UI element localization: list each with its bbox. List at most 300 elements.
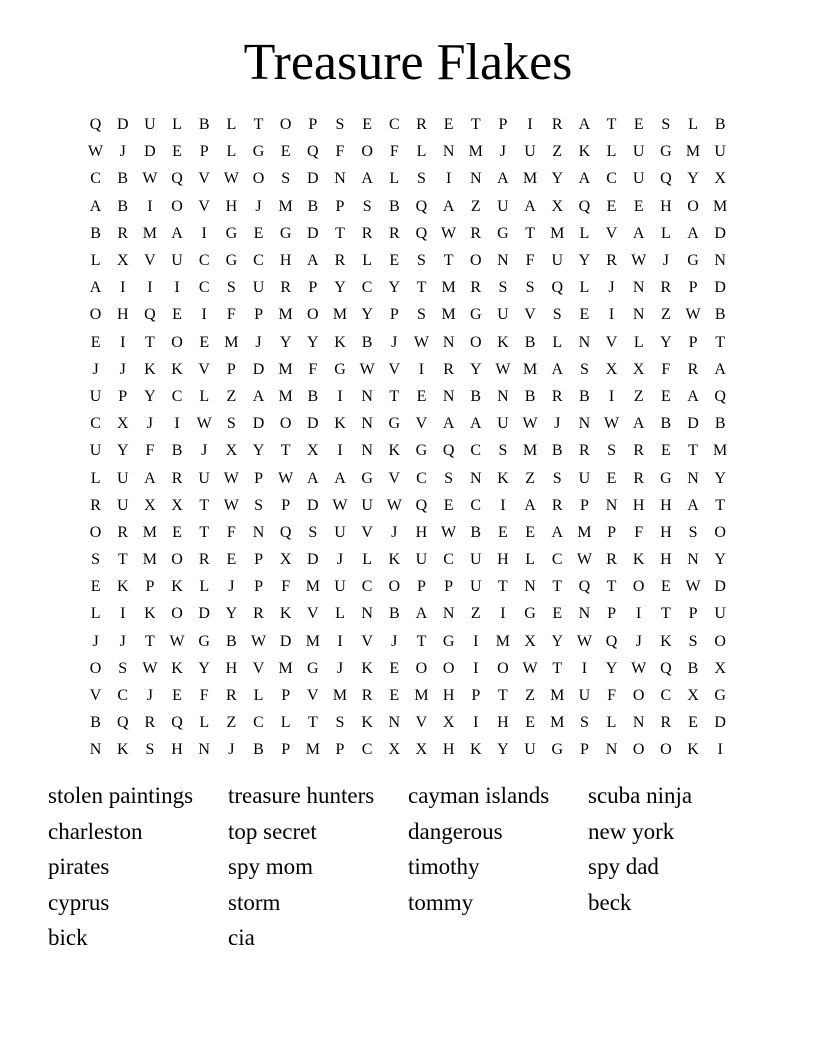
grid-letter: I [174,415,180,433]
grid-letter: C [90,170,101,188]
grid-row [82,247,734,274]
word-list-item: dangerous [408,818,503,844]
grid-letter: P [389,306,399,324]
grid-row [82,628,734,655]
grid-letter: B [90,224,101,242]
grid-letter: O [469,333,482,351]
grid-letter: X [171,496,183,514]
grid-letter: J [228,741,235,759]
grid-letter: W [603,415,620,433]
grid-letter: O [361,143,373,161]
grid-row [82,111,734,138]
grid-letter: B [117,170,129,188]
grid-letter: V [89,687,102,705]
grid-letter: C [90,415,101,433]
grid-letter: Y [687,170,699,188]
grid-letter: Y [307,333,319,351]
grid-letter: E [389,659,400,677]
grid-letter: N [252,523,265,541]
grid-letter: T [715,333,726,351]
grid-letter: I [337,387,343,405]
grid-letter: A [714,360,726,378]
grid-letter: B [253,741,264,759]
grid-letter: B [307,387,319,405]
grid-letter: T [199,496,210,514]
grid-letter: F [335,143,345,161]
grid-letter: L [362,252,373,270]
grid-letter: I [147,279,153,297]
grid-letter: J [146,415,153,433]
grid-letter: J [391,333,398,351]
grid-letter: R [171,469,183,487]
grid-letter: J [662,252,669,270]
grid-letter: K [116,741,129,759]
grid-letter: T [280,442,291,460]
grid-letter: J [336,659,344,677]
grid-letter: B [660,415,672,433]
grid-letter: L [199,578,210,596]
grid-letter: K [171,659,183,677]
grid-letter: Q [89,116,102,134]
grid-letter: K [687,741,699,759]
grid-letter: S [91,551,101,569]
grid-letter: R [280,279,291,297]
grid-letter: Q [578,578,591,596]
grid-letter: N [687,551,699,569]
grid-letter: K [388,551,401,569]
grid-letter: W [576,551,592,569]
word-list-item: timothy [408,854,480,879]
grid-letter: T [307,714,318,732]
grid-letter: T [145,333,155,351]
grid-letter: G [660,143,672,161]
grid-letter: U [171,252,183,270]
grid-letter: S [417,306,426,324]
grid-letter: L [90,252,101,270]
word-list-item: bick [48,925,88,950]
grid-letter: T [715,496,726,514]
grid-letter: L [579,224,590,242]
grid-letter: N [578,605,591,623]
page-title: Treasure Flakes [243,34,573,91]
grid-letter: P [498,116,508,134]
grid-letter: R [660,279,672,297]
grid-letter: C [470,496,482,514]
grid-letter: C [470,442,482,460]
grid-letter: C [361,279,373,297]
grid-letter: S [579,714,589,732]
grid-letter: N [632,306,645,324]
grid-letter: J [201,442,208,460]
grid-letter: N [361,442,373,460]
grid-letter: Z [633,387,644,405]
grid-letter: E [660,442,671,460]
grid-letter: B [388,197,400,215]
grid-letter: V [307,605,319,623]
grid-letter: M [685,143,701,161]
grid-letter: Y [144,387,156,405]
grid-letter: T [498,578,508,596]
grid-letter: H [497,714,509,732]
grid-letter: A [307,252,319,270]
grid-letter: F [308,360,318,378]
word-list-item: treasure hunters [228,783,375,808]
word-list-item: scuba ninja [588,783,693,808]
grid-letter: P [444,578,454,596]
grid-letter: U [497,306,509,324]
grid-letter: S [417,252,426,270]
grid-row [82,383,734,410]
grid-letter: C [606,170,617,188]
grid-letter: A [361,170,373,188]
grid-letter: O [89,523,102,541]
grid-row [82,329,734,356]
grid-letter: B [117,197,129,215]
grid-letter: L [525,551,535,569]
grid-letter: I [608,306,615,324]
word-list-item: top secret [228,818,317,844]
grid-letter: E [226,551,237,569]
grid-letter: G [714,687,726,705]
grid-letter: L [579,279,590,297]
grid-letter: V [388,469,401,487]
grid-letter: G [469,306,482,324]
grid-letter: N [89,741,102,759]
grid-letter: M [224,333,239,351]
grid-letter: M [550,687,565,705]
grid-letter: L [226,143,237,161]
grid-letter: B [714,415,726,433]
grid-letter: Y [361,306,373,324]
grid-letter: F [226,523,236,541]
grid-letter: U [116,469,129,487]
grid-letter: E [389,687,400,705]
grid-letter: M [713,442,728,460]
grid-letter: H [415,523,428,541]
grid-letter: E [633,116,644,134]
grid-letter: R [633,469,645,487]
grid-letter: N [497,387,509,405]
grid-letter: S [688,632,698,650]
grid-letter: E [579,306,590,324]
grid-letter: A [578,170,591,188]
grid-letter: P [688,279,698,297]
grid-letter: P [281,496,291,514]
grid-letter: K [469,741,482,759]
grid-letter: K [578,143,591,161]
grid-letter: R [606,252,617,270]
grid-letter: K [361,659,373,677]
grid-letter: A [469,415,482,433]
grid-letter: O [632,578,645,596]
grid-letter: M [550,714,565,732]
grid-letter: O [469,252,482,270]
grid-letter: G [497,224,509,242]
word-list-item: spy dad [588,854,659,879]
grid-letter: P [308,279,318,297]
grid-letter: P [254,578,263,596]
grid-row [82,464,734,491]
grid-letter: O [279,116,292,134]
grid-letter: Z [525,687,535,705]
grid-letter: K [660,632,672,650]
grid-letter: W [413,333,429,351]
grid-letter: S [308,523,318,541]
grid-letter: X [225,442,238,460]
grid-letter: R [117,224,129,242]
grid-letter: U [469,551,482,569]
grid-letter: S [417,170,426,188]
grid-letter: O [660,741,672,759]
grid-letter: E [606,197,617,215]
grid-letter: X [714,170,726,188]
grid-letter: U [89,442,102,460]
grid-letter: T [335,224,345,242]
grid-letter: H [225,197,238,215]
grid-row [82,709,734,736]
grid-letter: O [171,197,183,215]
grid-letter: I [201,306,207,324]
grid-letter: V [198,360,210,378]
grid-letter: A [632,224,645,242]
grid-letter: N [632,714,645,732]
grid-letter: R [579,442,590,460]
grid-letter: D [144,143,156,161]
grid-letter: C [660,687,672,705]
grid-letter: P [281,741,291,759]
grid-letter: H [497,551,509,569]
grid-letter: J [146,687,153,705]
grid-letter: J [336,551,344,569]
grid-letter: U [334,523,346,541]
grid-letter: R [198,551,210,569]
grid-letter: K [497,333,509,351]
grid-letter: F [525,252,535,270]
grid-letter: E [443,496,454,514]
grid-letter: X [632,360,645,378]
grid-letter: H [171,741,183,759]
grid-letter: S [335,714,345,732]
grid-letter: C [198,252,210,270]
grid-letter: R [470,279,482,297]
grid-letter: I [120,333,126,351]
grid-letter: T [443,252,454,270]
grid-letter: H [442,687,455,705]
grid-letter: U [198,469,210,487]
grid-letter: A [551,523,564,541]
grid-letter: Q [551,279,564,297]
grid-letter: Y [714,551,726,569]
grid-letter: J [635,632,642,650]
grid-letter: U [116,496,129,514]
grid-letter: G [307,659,319,677]
grid-letter: O [714,523,726,541]
grid-letter: L [633,333,644,351]
grid-letter: G [252,143,265,161]
grid-letter: D [198,605,210,623]
grid-letter: R [416,116,427,134]
grid-letter: E [606,469,617,487]
grid-letter: E [660,387,671,405]
grid-letter: P [607,605,616,623]
word-list-item: stolen paintings [48,783,194,808]
grid-letter: D [252,415,265,433]
grid-letter: X [714,659,726,677]
word-list-item: tommy [408,889,474,915]
grid-letter: O [714,632,726,650]
grid-letter: J [499,143,507,161]
grid-letter: A [89,197,102,215]
grid-letter: P [335,741,345,759]
grid-letter: R [334,252,346,270]
grid-letter: G [225,252,238,270]
grid-letter: X [116,252,129,270]
grid-letter: X [524,632,536,650]
grid-letter: W [142,170,158,188]
grid-letter: V [361,632,373,650]
grid-row [82,546,734,573]
grid-letter: S [688,523,698,541]
grid-letter: D [307,496,319,514]
grid-letter: K [361,714,373,732]
grid-letter: C [388,116,400,134]
grid-letter: P [607,523,616,541]
grid-letter: A [687,387,699,405]
grid-letter: D [252,360,265,378]
grid-letter: I [636,605,642,623]
grid-letter: S [335,116,345,134]
grid-letter: H [442,741,455,759]
grid-letter: Z [660,306,671,324]
word-list-item: charleston [48,818,143,844]
grid-letter: B [198,116,210,134]
grid-letter: K [116,578,129,596]
grid-letter: N [524,578,536,596]
grid-letter: A [442,197,455,215]
grid-letter: I [147,197,153,215]
grid-letter: A [551,360,564,378]
grid-letter: C [253,252,264,270]
grid-letter: S [226,415,236,433]
grid-letter: T [389,387,400,405]
grid-letter: S [281,170,291,188]
grid-letter: N [198,741,210,759]
grid-letter: F [145,442,155,460]
grid-letter: M [278,197,293,215]
grid-letter: W [576,632,592,650]
grid-letter: U [524,741,536,759]
grid-letter: U [714,605,726,623]
grid-letter: W [441,224,457,242]
grid-letter: J [255,333,262,351]
grid-row [82,193,734,220]
grid-letter: T [606,116,617,134]
grid-letter: B [714,116,726,134]
grid-letter: M [414,687,429,705]
grid-letter: M [495,632,511,650]
grid-letter: O [415,659,428,677]
grid-letter: V [144,252,156,270]
grid-letter: W [359,360,375,378]
grid-letter: Q [660,170,672,188]
grid-letter: K [497,469,509,487]
grid-letter: W [441,523,457,541]
grid-letter: J [554,415,561,433]
grid-letter: A [171,224,183,242]
grid-letter: R [551,496,563,514]
grid-letter: Y [605,659,618,677]
grid-letter: Y [116,442,129,460]
grid-letter: S [498,279,508,297]
grid-letter: Q [171,714,183,732]
grid-letter: P [254,469,263,487]
grid-letter: S [498,442,508,460]
grid-letter: X [307,442,319,460]
grid-letter: R [253,605,264,623]
grid-letter: K [632,551,645,569]
grid-letter: W [522,659,538,677]
grid-letter: D [714,224,726,242]
grid-letter: N [361,605,373,623]
grid-letter: L [688,116,698,134]
grid-letter: N [442,143,455,161]
grid-letter: B [524,333,536,351]
grid-letter: Y [551,632,564,650]
grid-letter: S [226,279,236,297]
word-list-item: storm [228,889,281,915]
grid-letter: K [334,333,346,351]
grid-letter: E [525,714,535,732]
grid-letter: A [442,415,455,433]
grid-letter: G [524,605,536,623]
grid-letter: O [171,551,183,569]
grid-letter: W [142,659,158,677]
grid-letter: I [120,605,126,623]
grid-row [82,138,734,165]
grid-letter: W [386,496,402,514]
grid-letter: D [279,632,292,650]
grid-letter: M [278,659,293,677]
grid-letter: L [335,605,345,623]
grid-letter: Q [578,197,591,215]
grid-letter: U [497,415,509,433]
grid-letter: V [198,197,210,215]
grid-letter: Q [442,442,455,460]
grid-letter: I [527,116,533,134]
grid-letter: E [443,116,454,134]
grid-letter: E [172,143,182,161]
grid-letter: P [471,687,481,705]
grid-letter: I [500,605,506,623]
grid-letter: P [254,551,263,569]
grid-letter: D [307,224,319,242]
grid-row [82,274,734,301]
grid-letter: F [389,143,399,161]
grid-letter: R [606,551,617,569]
grid-letter: R [660,714,672,732]
grid-letter: Z [470,605,481,623]
grid-letter: A [144,469,156,487]
grid-letter: A [632,415,645,433]
grid-letter: R [443,360,454,378]
grid-letter: R [90,496,101,514]
grid-letter: Y [225,605,238,623]
grid-letter: D [714,279,726,297]
word-list [48,780,768,958]
grid-letter: M [441,279,456,297]
grid-letter: W [223,170,239,188]
grid-letter: W [169,632,185,650]
